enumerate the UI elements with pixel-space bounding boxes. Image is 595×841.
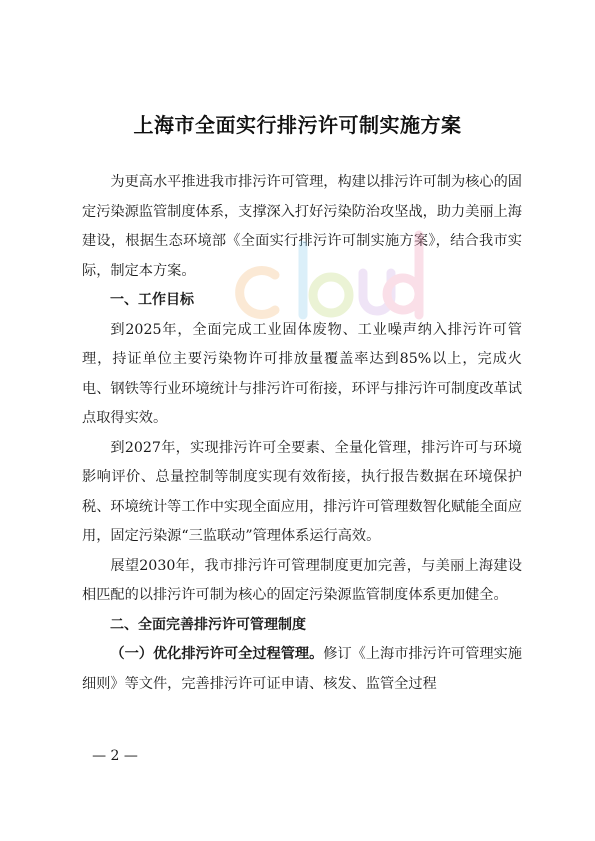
subsection-text-1: 修订《上海市排污许可管理实施细则》等文件，完善排污许可证申请、核发、监管全过程	[82, 646, 522, 692]
document-title: 上海市全面实行排污许可制实施方案	[133, 113, 462, 137]
section-heading-goals: 一、工作目标	[110, 292, 194, 308]
subsection-paragraph-1	[82, 640, 522, 699]
page-number: — 2 —	[92, 748, 138, 764]
section-heading-improve-system: 二、全面完善排污许可管理制度	[110, 616, 306, 633]
subsection-heading-1: （一）优化排污许可全过程管理。	[110, 646, 324, 662]
goals-paragraph-2025: 到2025年，全面完成工业固体废物、工业噪声纳入排污许可管理，持证单位主要污染物许可排放量覆盖率达到85%以上，完成火电、钢铁等行业环境统计与排污许可衔接，环评与排污许可制度改革试点取得实效。	[82, 321, 522, 426]
document-body	[82, 168, 522, 699]
intro-paragraph: 为更高水平推进我市排污许可管理，构建以排污许可制为核心的固定污染源监管制度体系，支撑深入打好污染防治攻坚战，助力美丽上海建设，根据生态环境部《全面实行排污许可制实施方案》，结合我市实际，制定本方案。	[82, 174, 522, 279]
goals-paragraph-2030: 展望2030年，我市排污许可管理制度更加完善，与美丽上海建设相匹配的以排污许可制为核心的固定污染源监管制度体系更加健全。	[82, 557, 522, 603]
goals-paragraph-2027: 到2027年，实现排污许可全要素、全量化管理，排污许可与环境影响评价、总量控制等制度实现有效衔接，执行报告数据在环境保护税、环境统计等工作中实现全面应用，排污许可管理数智化赋能全面应用，固定污染源“三监联动”管理体系运行高效。	[82, 439, 522, 544]
